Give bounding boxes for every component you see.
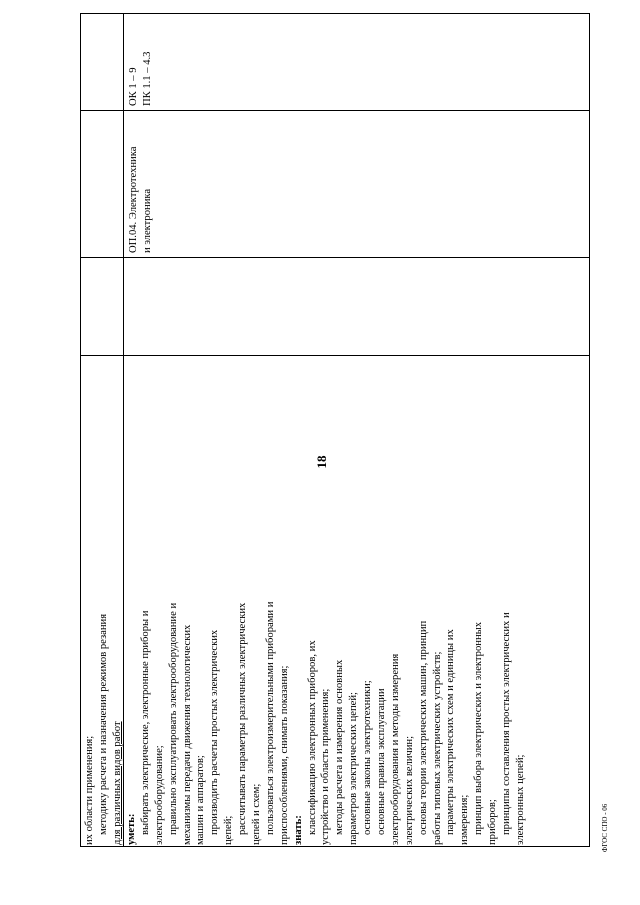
text-line: для различных видов работ (111, 721, 123, 845)
table-col-divider (80, 355, 590, 356)
text-line: цепей и схем; (251, 783, 263, 845)
text-line: механизмы передачи движения технологических (181, 624, 193, 845)
section-heading: уметь: (126, 813, 137, 845)
discipline-name-cont: и электроника (141, 188, 153, 253)
text-line: рассчитывать параметры различных электрических (237, 602, 249, 835)
text-line: измерения; (459, 794, 471, 845)
text-line: электрооборудование; (153, 745, 165, 845)
text-line: их области применения; (84, 735, 95, 845)
professional-competences: ПК 1.1 – 4.3 (141, 51, 153, 106)
text-line: классификацию электронных приборов, их (306, 640, 318, 835)
table-col-divider (80, 110, 590, 111)
section-heading: знать: (292, 815, 304, 845)
skills-knowledge-cell (125, 602, 528, 845)
text-line: электронных цепей; (514, 754, 526, 845)
text-line: машин и аппаратов; (195, 755, 207, 845)
text-line: приспособлениями, снимать показания; (278, 665, 290, 845)
text-line: методику расчета и назначения режимов резания (97, 613, 109, 835)
text-line: принципы составления простых электрических и (501, 612, 513, 835)
text-line: методы расчета и измерения основных (334, 659, 346, 835)
general-competences: ОК 1 – 9 (128, 67, 139, 106)
discipline-name: ОП.04. Электротехника (128, 146, 139, 253)
text-line: пользоваться электроизмерительными приборами и (264, 601, 276, 835)
text-line: правильно эксплуатировать электрооборудование и (167, 602, 179, 835)
discipline-cell (127, 147, 155, 253)
text-line: работы типовых электрических устройств; (431, 651, 443, 845)
text-line: электрических величин; (403, 735, 415, 845)
footer-standard-code: ФГОС СПО - 06 (601, 803, 609, 853)
text-line: приборов; (487, 799, 499, 845)
text-line: выбирать электрические, электронные приборы и (139, 610, 151, 835)
text-line: параметров электрических цепей; (348, 692, 360, 845)
text-line: принцип выбора электрических и электронных (473, 621, 485, 835)
competences-cell (127, 52, 155, 106)
table-col-divider (80, 257, 590, 258)
previous-row-text (83, 614, 125, 845)
text-line: устройство и область применения; (320, 688, 332, 845)
page-number: 18 (314, 455, 329, 469)
text-line: параметры электрических схем и единицы их (445, 629, 457, 835)
text-line: основы теории электрических машин, принцип (417, 620, 429, 835)
text-line: электрооборудования и методы измерения (389, 653, 401, 845)
text-line: основные законы электротехники; (362, 680, 374, 835)
text-line: основные правила эксплуатации (376, 688, 388, 835)
text-line: производить расчеты простых электрических (209, 629, 221, 835)
text-line: цепей; (223, 815, 235, 845)
